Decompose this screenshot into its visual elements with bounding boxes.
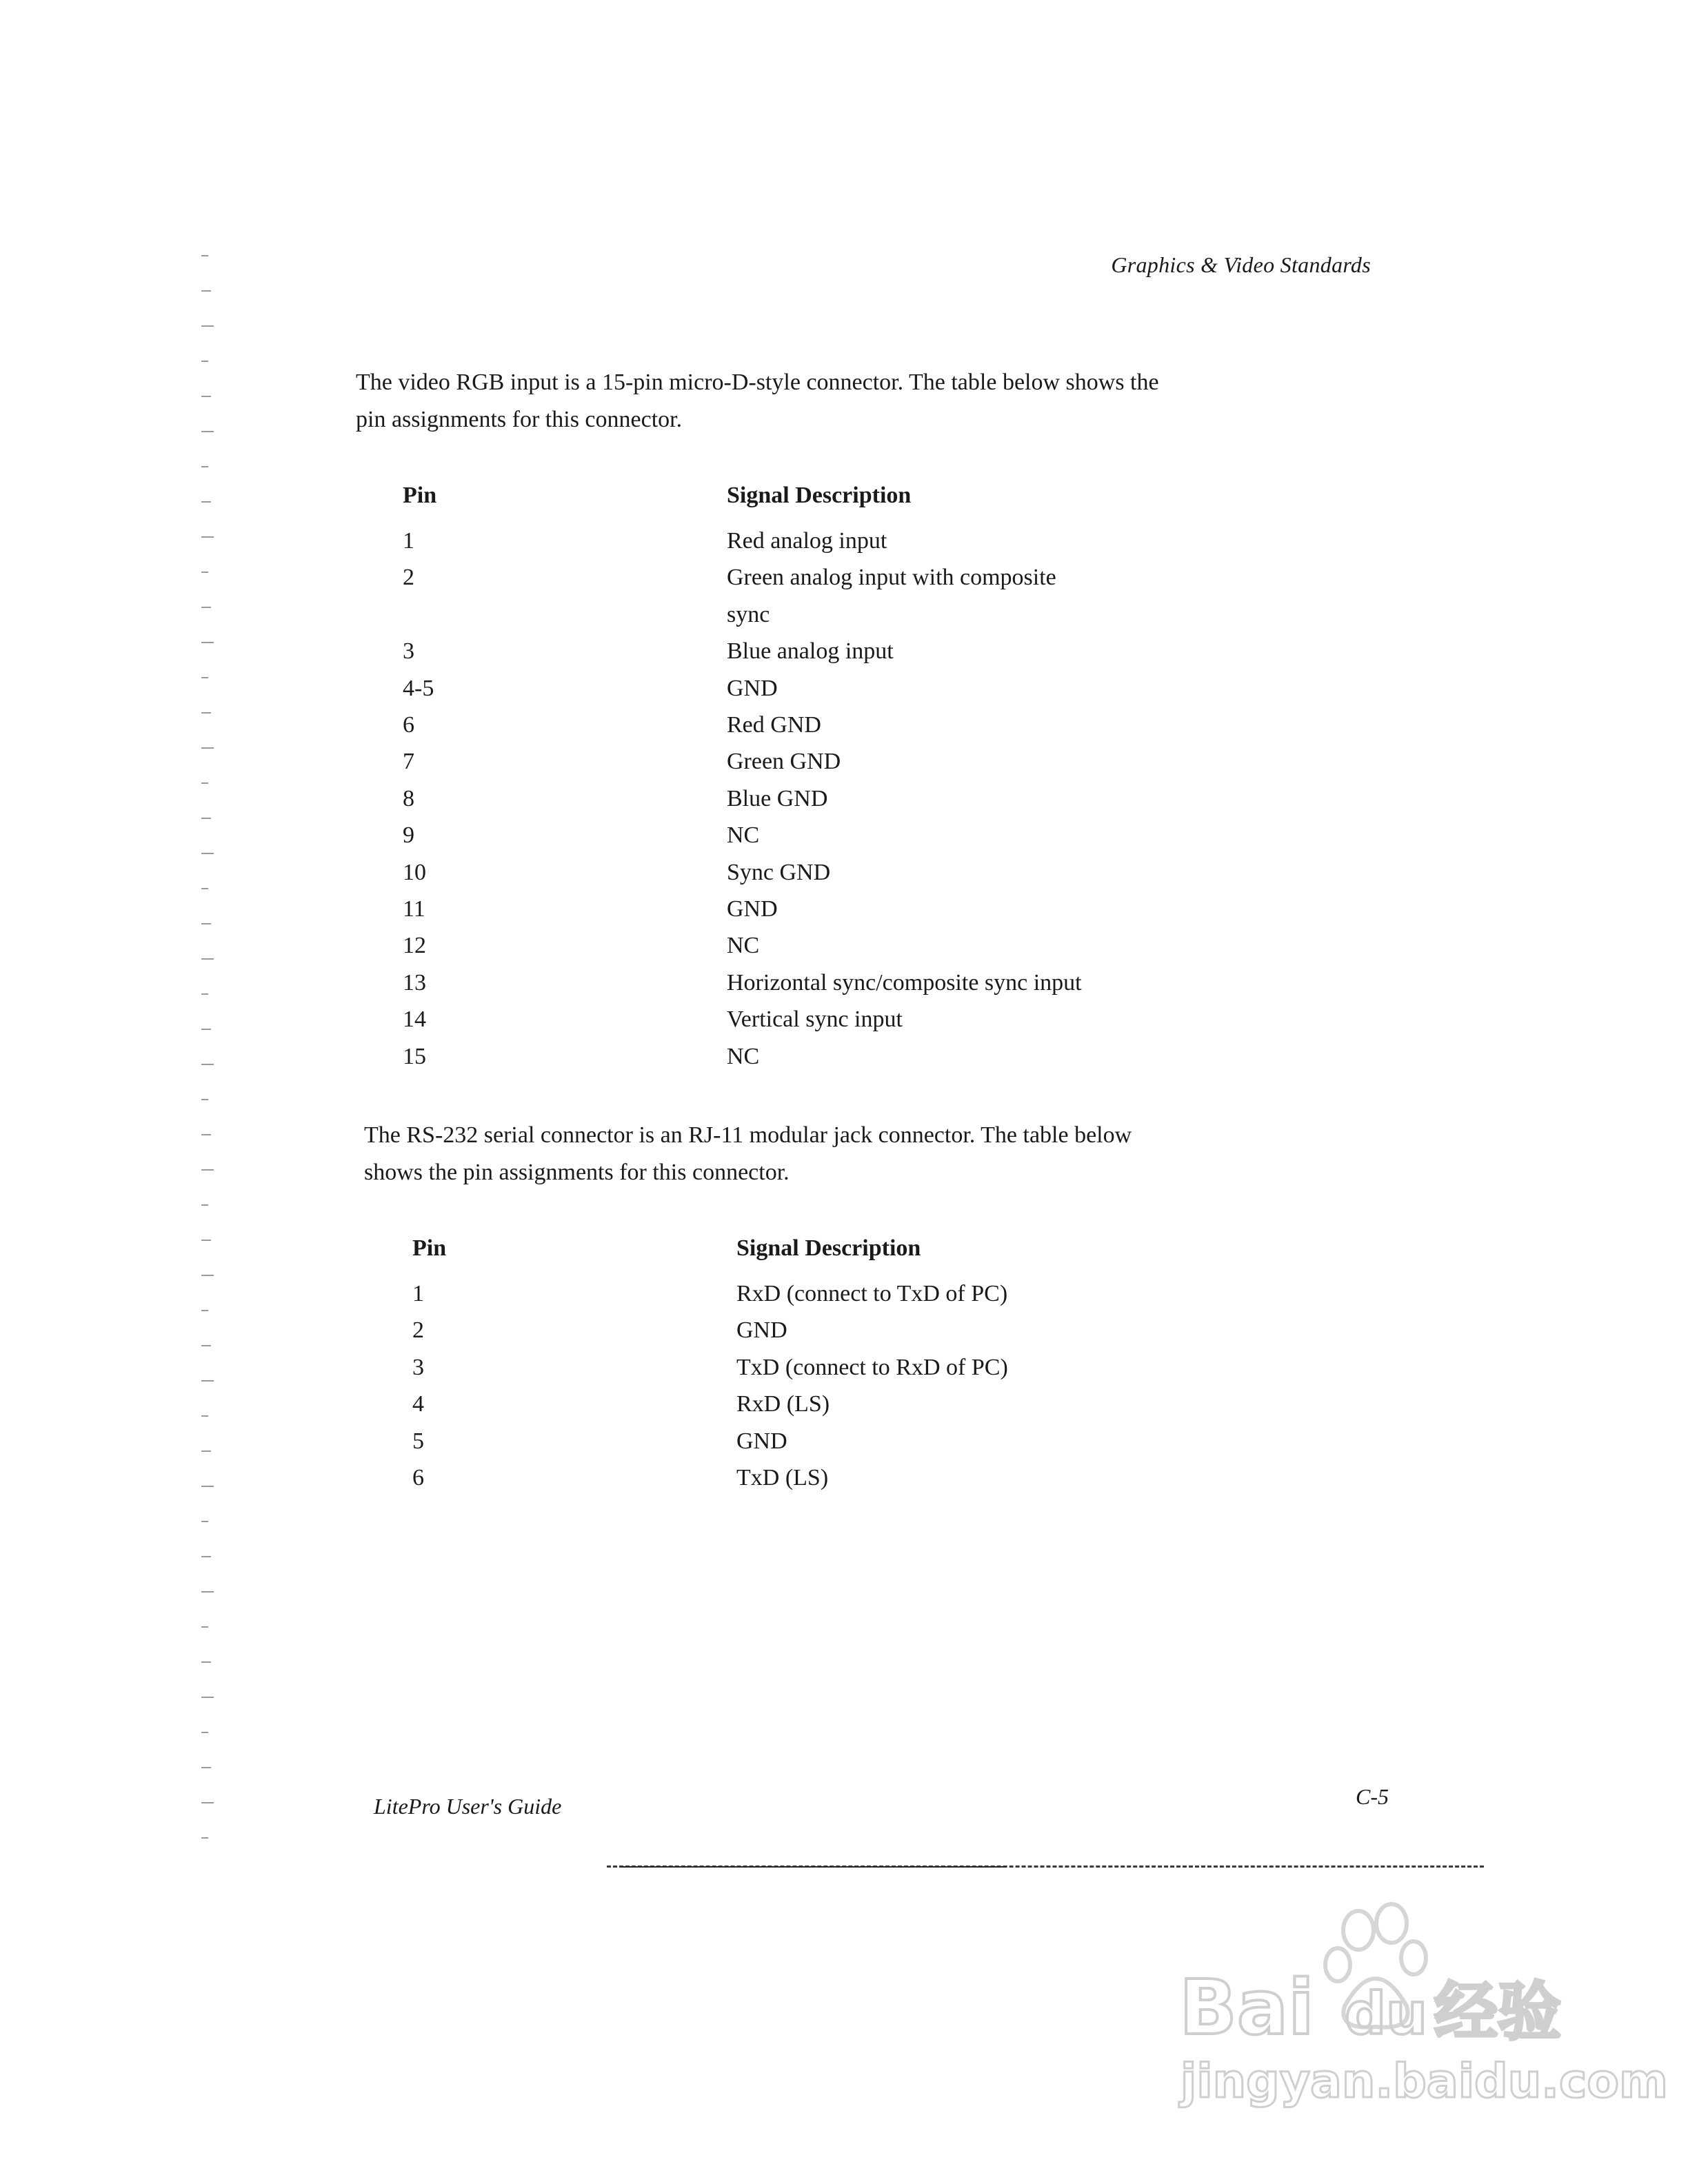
pin-number: 1 [403, 528, 414, 554]
signal-description: NC [727, 1043, 760, 1069]
margin-tick [201, 747, 214, 749]
scan-edge-line-solid [621, 1866, 1007, 1868]
margin-tick [201, 1380, 214, 1382]
pin-number: 3 [412, 1354, 424, 1380]
table-row [412, 1312, 1164, 1348]
pin-table-video-rgb [403, 483, 1154, 1075]
margin-tick [201, 1521, 208, 1522]
signal-description: NC [727, 822, 760, 849]
pin-number: 6 [412, 1465, 424, 1491]
margin-tick [201, 607, 211, 608]
margin-tick [201, 1134, 211, 1135]
baidu-watermark-logo [1172, 1903, 1668, 2110]
table-row [403, 523, 1154, 559]
margin-tick [201, 1591, 214, 1593]
table-row [403, 891, 1154, 927]
margin-tick [201, 1204, 208, 1206]
column-header-pin: Pin [412, 1235, 447, 1261]
signal-description: RxD (LS) [736, 1391, 830, 1417]
signal-description: TxD (connect to RxD of PC) [736, 1354, 1008, 1380]
margin-tick [201, 782, 208, 784]
pin-number: 11 [403, 896, 425, 922]
signal-description: NC [727, 933, 760, 959]
table-header [412, 1235, 1164, 1275]
table-row [403, 854, 1154, 891]
signal-description: sync [727, 601, 770, 627]
table-row [403, 670, 1154, 707]
svg-text:du: du [1345, 1980, 1427, 2048]
margin-tick [201, 255, 208, 256]
pin-table-rs232 [412, 1235, 1164, 1496]
margin-tick [201, 501, 211, 503]
binding-hole-marks [201, 255, 229, 1861]
margin-tick [201, 993, 208, 995]
signal-description: GND [736, 1428, 787, 1454]
table-body [412, 1275, 1164, 1496]
signal-description: TxD (LS) [736, 1465, 829, 1491]
margin-tick [201, 1029, 211, 1030]
table-row [403, 1038, 1154, 1075]
pin-number: 12 [403, 933, 426, 959]
signal-description: Green analog input with composite [727, 565, 1056, 591]
margin-tick [201, 1802, 214, 1803]
table-row [412, 1386, 1164, 1422]
svg-text:jingyan.baidu.com: jingyan.baidu.com [1180, 2054, 1668, 2109]
pin-number: 1 [412, 1281, 424, 1306]
column-header-pin: Pin [403, 483, 437, 508]
margin-tick [201, 888, 208, 889]
margin-tick [201, 1661, 211, 1663]
margin-tick [201, 1732, 208, 1733]
margin-tick [201, 1837, 208, 1839]
margin-tick [201, 325, 214, 327]
column-header-signal-description: Signal Description [727, 483, 912, 508]
signal-description: GND [727, 675, 778, 701]
margin-tick [201, 1310, 208, 1311]
margin-tick [201, 361, 208, 362]
pin-number: 2 [403, 565, 414, 591]
pin-number: 8 [403, 785, 414, 811]
svg-text:经验: 经验 [1434, 1975, 1562, 2049]
margin-tick [201, 958, 214, 960]
margin-tick [201, 1345, 211, 1346]
svg-text:Bai: Bai [1179, 1963, 1314, 2052]
table-row [403, 596, 1154, 633]
margin-tick [201, 1169, 214, 1171]
signal-description: Red GND [727, 712, 821, 738]
table-row [403, 707, 1154, 743]
intro-paragraph-rs232: The RS-232 serial connector is an RJ-11 modular jack connector. The table below shows the pin assignments for this connector. [364, 1122, 1132, 1185]
pin-number: 6 [403, 712, 414, 738]
signal-description: Blue analog input [727, 638, 894, 665]
table-header [403, 483, 1154, 523]
column-header-signal-description: Signal Description [736, 1235, 921, 1261]
pin-number: 14 [403, 1007, 426, 1033]
pin-number: 7 [403, 749, 414, 775]
margin-tick [201, 642, 214, 643]
pin-number: 3 [403, 638, 414, 665]
pin-number: 15 [403, 1043, 426, 1069]
margin-tick [201, 1486, 214, 1487]
intro-paragraph-video-rgb: The video RGB input is a 15-pin micro-D-style connector. The table below shows the pin assignments for this connector. [356, 370, 1159, 432]
signal-description: GND [736, 1317, 787, 1344]
margin-tick [201, 1415, 208, 1417]
margin-tick [201, 466, 208, 467]
table-row [403, 559, 1154, 596]
footer-title: LitePro User's Guide [374, 1794, 562, 1819]
signal-description: Horizontal sync/composite sync input [727, 969, 1082, 995]
table-row [412, 1459, 1164, 1496]
margin-tick [201, 1240, 211, 1241]
pin-number: 10 [403, 859, 426, 885]
table-row [412, 1349, 1164, 1386]
margin-tick [201, 290, 211, 292]
margin-tick [201, 1626, 208, 1628]
margin-tick [201, 396, 211, 397]
margin-tick [201, 677, 208, 678]
signal-description: Green GND [727, 749, 841, 775]
pin-number: 5 [412, 1428, 424, 1454]
table-row [403, 743, 1154, 780]
table-body [403, 523, 1154, 1075]
margin-tick [201, 712, 211, 714]
signal-description: Blue GND [727, 785, 828, 811]
margin-tick [201, 1697, 214, 1698]
margin-tick [201, 572, 208, 573]
signal-description: Red analog input [727, 528, 887, 554]
margin-tick [201, 1556, 211, 1557]
margin-tick [201, 853, 214, 854]
margin-tick [201, 1767, 211, 1768]
signal-description: Sync GND [727, 859, 831, 885]
table-row [403, 1001, 1154, 1038]
pin-number: 4 [412, 1391, 424, 1417]
margin-tick [201, 1099, 208, 1100]
margin-tick [201, 1275, 214, 1276]
table-row [403, 780, 1154, 817]
signal-description: RxD (connect to TxD of PC) [736, 1281, 1008, 1306]
table-row [412, 1423, 1164, 1459]
margin-tick [201, 923, 211, 924]
table-row [412, 1275, 1164, 1312]
margin-tick [201, 1064, 214, 1065]
pin-number: 4-5 [403, 675, 434, 701]
margin-tick [201, 536, 214, 538]
signal-description: Vertical sync input [727, 1007, 903, 1033]
pin-number: 9 [403, 822, 414, 849]
table-row [403, 633, 1154, 669]
margin-tick [201, 431, 214, 432]
pin-number: 2 [412, 1317, 424, 1344]
table-row [403, 817, 1154, 853]
page-number: C-5 [1356, 1784, 1389, 1809]
margin-tick [201, 818, 211, 819]
table-row [403, 927, 1154, 964]
running-head: Graphics & Video Standards [1111, 252, 1371, 277]
margin-tick [201, 1450, 211, 1452]
pin-number: 13 [403, 969, 426, 995]
pin-number [403, 596, 727, 633]
table-row [403, 964, 1154, 1001]
signal-description: GND [727, 896, 778, 922]
